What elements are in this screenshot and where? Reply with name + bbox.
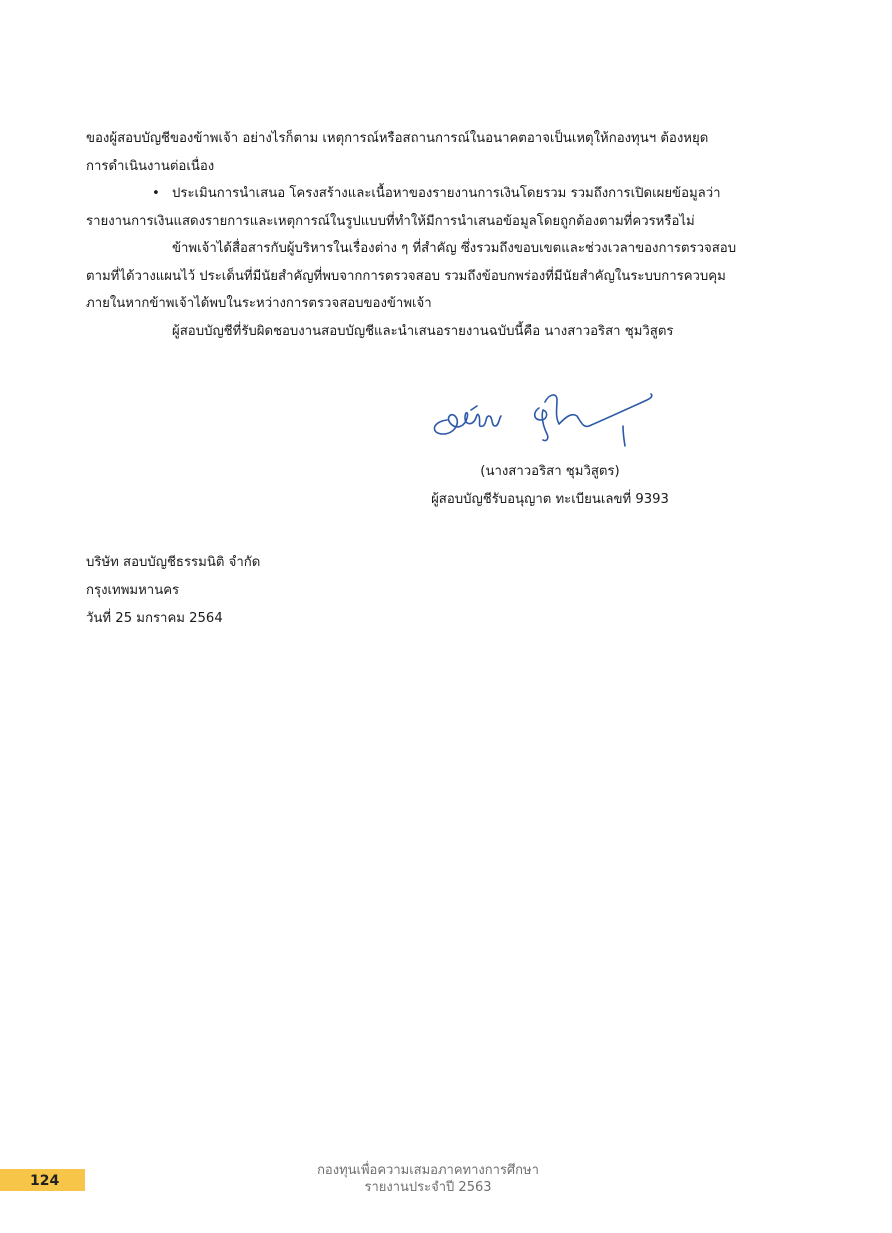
page-footer xyxy=(250,1162,606,1196)
bullet-item xyxy=(86,180,758,208)
report-date: วันที่ 25 มกราคม 2564 xyxy=(86,611,223,626)
bullet-text: ประเมินการนำเสนอ โครงสร้างและเนื้อหาของรายงานการเงินโดยรวม รวมถึงการเปิดเผยข้อมูลว่า xyxy=(172,186,721,201)
signatory-name: (นางสาวอริสา ชุมวิสูตร) xyxy=(480,464,620,479)
handwritten-signature xyxy=(425,382,685,452)
body-line: ผู้สอบบัญชีที่รับผิดชอบงานสอบบัญชีและนำเสนอรายงานฉบับนี้คือ นางสาวอริสา ชุมวิสูตร xyxy=(172,323,674,339)
body-line: รายงานการเงินแสดงรายการและเหตุการณ์ในรูปแบบที่ทำให้มีการนำเสนอข้อมูลโดยถูกต้องตามที่ควรหรือไม่ xyxy=(86,213,695,229)
report-body xyxy=(86,125,758,345)
bullet-icon: • xyxy=(152,186,160,201)
signatory-block xyxy=(380,458,720,514)
body-line: ตามที่ได้วางแผนไว้ ประเด็นที่มีนัยสำคัญที่พบจากการตรวจสอบ รวมถึงข้อบกพร่องที่มีนัยสำคัญในระบบการควบคุม xyxy=(86,268,726,284)
firm-name: บริษัท สอบบัญชีธรรมนิติ จำกัด xyxy=(86,555,261,570)
body-line: ภายในหากข้าพเจ้าได้พบในระหว่างการตรวจสอบของข้าพเจ้า xyxy=(86,296,432,311)
signatory-title: ผู้สอบบัญชีรับอนุญาต ทะเบียนเลขที่ 9393 xyxy=(431,492,669,507)
firm-block xyxy=(86,549,260,633)
firm-city: กรุงเทพมหานคร xyxy=(86,583,180,598)
footer-report: รายงานประจำปี 2563 xyxy=(364,1180,492,1195)
body-line: ข้าพเจ้าได้สื่อสารกับผู้บริหารในเรื่องต่าง ๆ ที่สำคัญ ซึ่งรวมถึงขอบเขตและช่วงเวลาของการตรวจสอบ xyxy=(172,241,737,256)
page-number: 124 xyxy=(30,1173,60,1189)
footer-org: กองทุนเพื่อความเสมอภาคทางการศึกษา xyxy=(317,1163,539,1178)
body-line: การดำเนินงานต่อเนื่อง xyxy=(86,158,215,174)
body-line: ของผู้สอบบัญชีของข้าพเจ้า อย่างไรก็ตาม เหตุการณ์หรือสถานการณ์ในอนาคตอาจเป็นเหตุให้กองทุนฯ ต้องหยุด xyxy=(86,131,709,146)
